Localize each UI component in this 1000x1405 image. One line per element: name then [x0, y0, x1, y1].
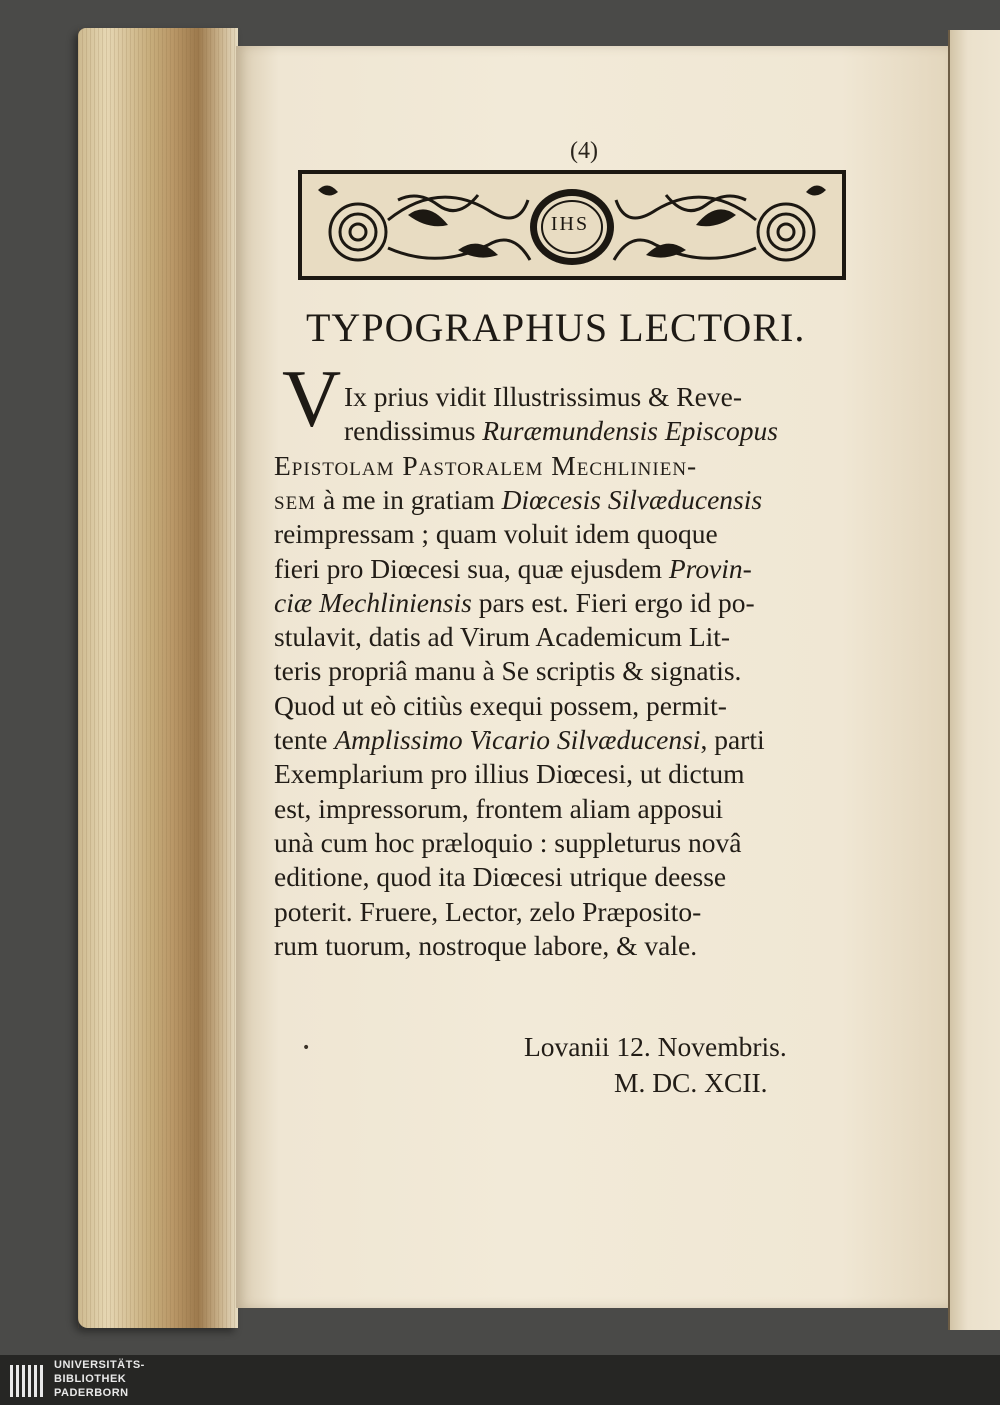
text-run: est, impressorum, frontem aliam apposui	[274, 792, 724, 824]
text-line	[274, 483, 762, 517]
text-run: tente	[274, 724, 335, 755]
text-run: , parti	[700, 724, 765, 755]
text-run: unà cum hoc præloquio : suppleturus novâ	[274, 826, 742, 858]
library-footer	[0, 1355, 1000, 1405]
text-run: fieri pro Diœcesi sua, quæ ejusdem	[274, 552, 669, 584]
text-line	[274, 517, 718, 551]
text-line	[274, 620, 730, 654]
text-run: teris propriâ manu à Se scriptis & signatis.	[274, 655, 742, 687]
text-line	[274, 860, 726, 894]
text-run: Ix prius vidit Illustrissimus & Reve-	[344, 381, 742, 412]
book-fore-edge	[78, 28, 238, 1328]
text-line	[274, 929, 697, 963]
text-line	[274, 826, 741, 860]
ink-speck: •	[302, 1040, 311, 1056]
text-run: sem	[274, 483, 317, 515]
text-line	[274, 723, 765, 757]
year-line: M. DC. XCII.	[614, 1067, 768, 1098]
page-number: (4)	[570, 138, 598, 164]
text-run: rendissimus	[344, 415, 483, 447]
drop-cap: V	[282, 353, 342, 444]
text-run: pars est. Fieri ergo id po-	[471, 586, 755, 618]
text-line	[274, 792, 723, 826]
text-run: editione, quod ita Diœcesi utrique deesse	[274, 861, 727, 893]
text-line	[344, 414, 778, 448]
text-run: Amplissimo Vicario Silvæducensi	[334, 724, 701, 755]
text-run: reimpressam ; quam voluit idem quoque	[274, 518, 718, 550]
book-page	[236, 46, 948, 1308]
library-name-line-3: PADERBORN	[54, 1387, 129, 1399]
text-run: Quod ut eò citiùs exequi possem, permit-	[274, 689, 727, 721]
text-run: poterit. Fruere, Lector, zelo Præposito-	[274, 895, 702, 927]
text-line	[274, 689, 727, 723]
library-logo-icon	[8, 1361, 48, 1401]
text-run: stulavit, datis ad Virum Academicum Lit-	[274, 621, 731, 653]
library-name-line-2: BIBLIOTHEK	[54, 1373, 127, 1385]
text-line	[274, 654, 741, 688]
text-run: Diœcesis Silvæducensis	[501, 483, 763, 515]
text-run: Ruræmundensis Episcopus	[482, 415, 778, 447]
library-name	[54, 1358, 145, 1400]
text-run: rum tuorum, nostroque labore, & vale.	[274, 929, 698, 961]
text-run: Provin-	[668, 552, 752, 584]
text-line	[274, 449, 697, 483]
date-line: Lovanii 12. Novembris.	[524, 1031, 787, 1062]
text-line	[344, 380, 742, 414]
text-run: à me in gratiam	[316, 483, 502, 515]
text-run: Epistolam Pastoralem Mechlinien-	[274, 449, 698, 481]
text-run: Exemplarium pro illius Diœcesi, ut dictum	[274, 758, 745, 790]
text-line	[274, 895, 701, 929]
library-name-line-1: UNIVERSITÄTS-	[54, 1359, 145, 1371]
text-line	[274, 757, 744, 791]
text-run: ciæ Mechliniensis	[274, 586, 472, 618]
opposite-page-edge	[948, 30, 1000, 1330]
text-line	[274, 552, 752, 586]
page-heading: TYPOGRAPHUS LECTORI.	[306, 305, 806, 350]
ornament-monogram: IHS	[550, 213, 590, 235]
text-line	[274, 586, 755, 620]
